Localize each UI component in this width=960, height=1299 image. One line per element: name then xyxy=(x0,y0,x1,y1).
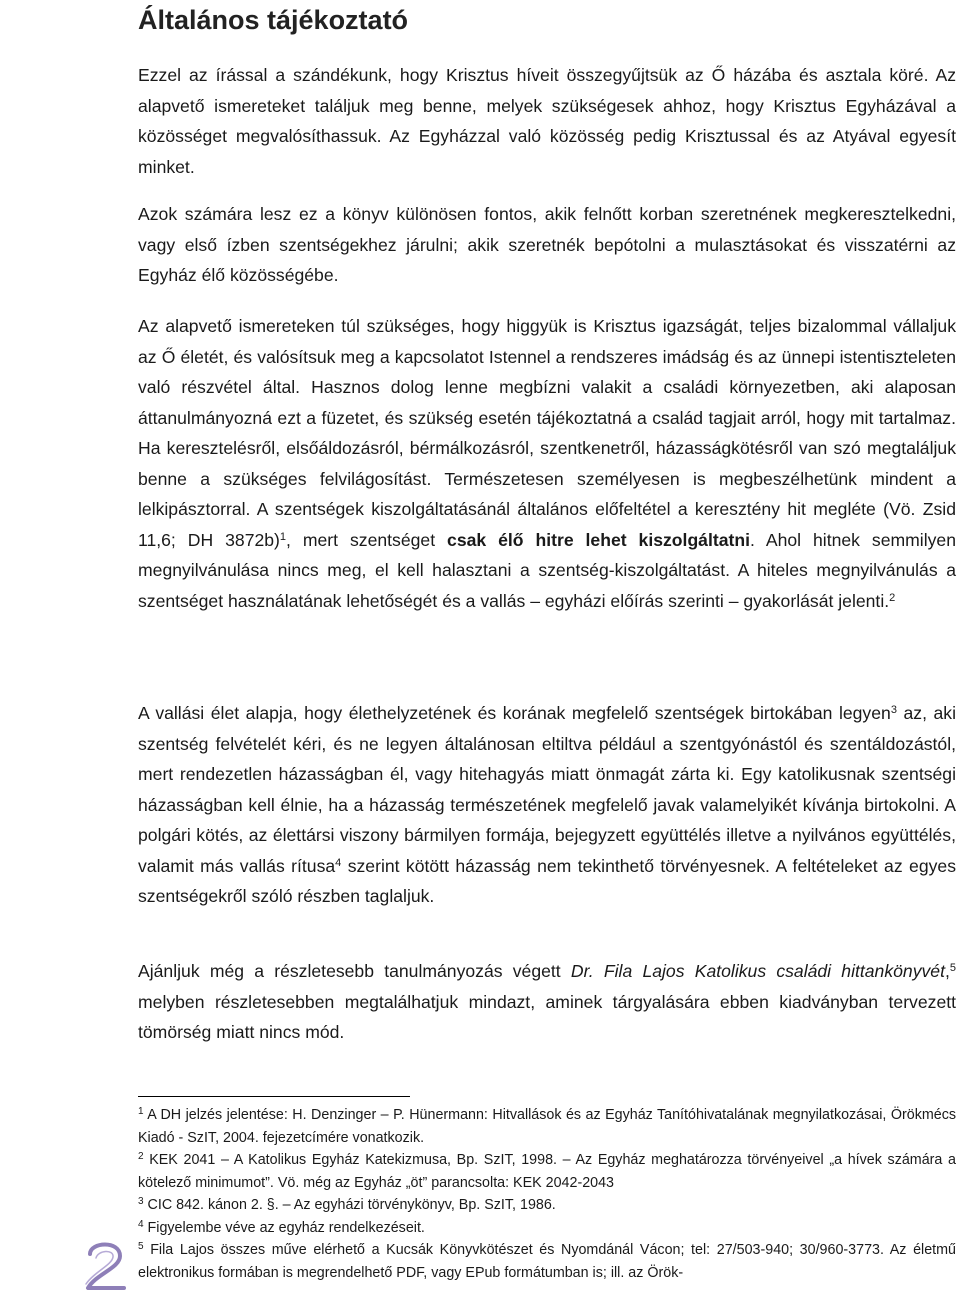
text-run: Az alapvető ismereteken túl szükséges, hogy higgyük is Krisztus igazságát, teljes bizalommal vállaljuk az Ő életét, és valósítsuk meg a kapcsolatot Istennel a rendszeres imádság és az ünnepi istentiszteleten való részvétel által. Hasznos dolog lenne megbízni valakit a családi környezetben, aki alaposan áttanulmányozná ezt a füzetet, és szükség esetén tájékoztatná a család tagjait arról, hogy mit tartalmaz. Ha keresztelésről, elsőáldozásról, bérmálkozásról, szentkenetről, házasságkötésről van szó megtaláljuk benne a szükséges felvilágosítást. Természetesen személyesen is megbeszélhetünk mindent a lelkipásztorral. A szentségek kiszolgáltatásánál általános előfeltétel a keresztény hit megléte (Vö. Zsid 11,6; DH 3872b) xyxy=(138,316,956,550)
text-run: . Ahol hitnek semmilyen megnyilvánulása nincs meg, el kell halasztani a szentség-kiszolgáltatást. A hiteles megnyilvánulás a szentséget használatának lehetőségét és a vallás – egyházi előírás szerinti – gyakorlását jelenti. xyxy=(138,529,956,611)
footnote-text: Figyelembe véve az egyház rendelkezéseit. xyxy=(147,1219,425,1236)
footnote-number: 4 xyxy=(138,1218,144,1230)
paragraph-requirements xyxy=(138,311,956,616)
footnote-text: Fila Lajos összes műve elérhető a Kucsák Könyvkötészet és Nyomdánál Vácon; tel: 27/503-940; 30/960-3773. Az életmű elektronikus formában is megrendelhető PDF, vagy EPub formátumban is; ill. az Örök- xyxy=(138,1242,956,1281)
text-run: melyben részletesebben megtalálhatjuk mindazt, aminek tárgyalására ebben kiadványban tervezett tömörség miatt nincs mód. xyxy=(138,991,956,1042)
footnote-2 xyxy=(138,1149,956,1194)
footnote-separator xyxy=(138,1096,410,1097)
text-run: , mert szentséget xyxy=(286,529,448,550)
footnote-3 xyxy=(138,1194,956,1217)
footnote-ref-1[interactable]: 1 xyxy=(279,530,287,543)
paragraph-audience: Azok számára lesz ez a könyv különösen fontos, akik felnőtt korban szeretnének megkeresztelkedni, vagy első ízben szentségekhez járulni; akik szeretnék bepótolni a mulasztásokat és visszatérni az Egyház élő közösségébe. xyxy=(138,204,956,285)
footnote-ref-4[interactable]: 4 xyxy=(335,856,342,869)
footnote-number: 1 xyxy=(138,1106,144,1117)
footnote-ref-2[interactable]: 2 xyxy=(889,591,896,604)
text-run: az, aki szentség felvételét kéri, és ne legyen általánosan eltiltva például a szentgyónástól és szentáldozástól, mert rendezetlen házasságban él, vagy hitehagyás miatt önmagát zárta ki. Egy katolikusnak szentségi házasságban kell élnie, ha a házasság természetének megfelelő javak valamelyikét kívánja birtokolni. A polgári kötés, az élettársi viszony bármilyen formája, bejegyzett együttélés illetve a nyilvános együttélés, valamit más vallás rítusa xyxy=(138,703,956,876)
footnotes xyxy=(138,1104,956,1284)
footnote-ref-5[interactable]: 5 xyxy=(949,962,956,974)
paragraph-intro: Ezzel az írással a szándékunk, hogy Krisztus híveit összegyűjtsük az Ő házába és asztala köré. Az alapvető ismereteket találjuk meg benne, melyek szükségesek ahhoz, hogy Krisztus Egyházával a közösséget megvalósíthassuk. Az Egyházzal való közösség pedig Krisztussal és az Atyával egyesít minket. xyxy=(138,65,956,177)
footnote-number: 5 xyxy=(138,1241,144,1252)
footnote-text: CIC 842. kánon 2. §. – Az egyházi törvénykönyv, Bp. SzIT, 1986. xyxy=(147,1197,556,1213)
emphasis-bold: csak élő hitre lehet kiszolgáltatni xyxy=(447,529,750,550)
footnote-1 xyxy=(138,1104,956,1149)
page-number-mark xyxy=(76,1236,134,1299)
footnote-number: 3 xyxy=(138,1196,144,1207)
footnote-4 xyxy=(138,1217,956,1240)
text-run: Ajánljuk még a részletesebb tanulmányozás végett xyxy=(138,961,571,981)
footnote-text: KEK 2041 – A Katolikus Egyház Katekizmusa, Bp. SzIT, 1998. – Az Egyház meghatározza törvényeivel „a hívek számára a kötelező minimumot”. Vö. még az Egyház „öt” parancsolta: KEK 2042-2043 xyxy=(138,1152,956,1191)
text-run: A vallási élet alapja, hogy élethelyzetének és korának megfelelő szentségek birtokában legyen xyxy=(138,703,891,723)
page-content xyxy=(138,0,956,1281)
paragraph-religious-life xyxy=(138,698,956,912)
footnote-ref-3[interactable]: 3 xyxy=(890,704,897,716)
footnote-5 xyxy=(138,1239,956,1284)
footnote-text: A DH jelzés jelentése: H. Denzinger – P. Hünermann: Hitvallások és az Egyház Tanítóhivatalának megnyilatkozásai, Örökmécs Kiadó - SzIT, 2004. fejezetcímére vonatkozik. xyxy=(138,1107,956,1146)
text-run: szerint kötött házasság nem tekinthető törvényesnek. A feltételeket az egyes szentségekről szóló részben taglaljuk. xyxy=(138,855,956,906)
page-title: Általános tájékoztató xyxy=(138,5,409,35)
paragraph-recommendation: Ajánljuk még a részletesebb tanulmányozás végett Dr. Fila Lajos Katolikus családi hittankönyvét,$^5$ melyben részletesebben megtalálhatjuk mindazt, aminek tárgyalására ebben kiadványban tervezett tömörség miatt nincs mód. xyxy=(138,961,956,1042)
footnote-number: 2 xyxy=(138,1151,144,1162)
book-title: Dr. Fila Lajos Katolikus családi hittankönyvét xyxy=(570,961,945,981)
